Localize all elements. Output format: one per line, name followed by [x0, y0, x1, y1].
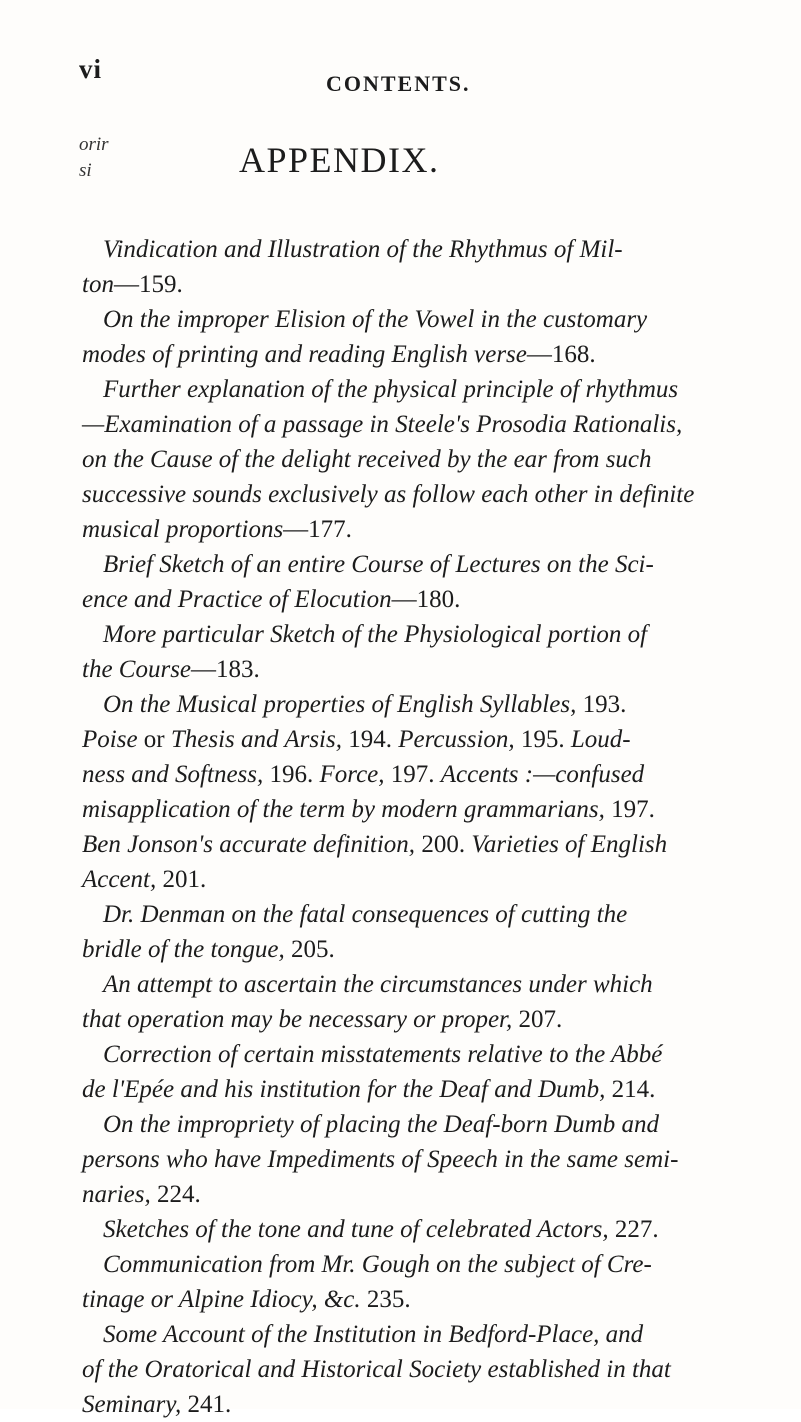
- entry-line: [82, 232, 742, 267]
- entry-text: successive sounds exclusively as follow each other in definite: [82, 481, 695, 508]
- entry-text: Accent,: [82, 866, 163, 893]
- entry-text: Varieties of English: [471, 831, 668, 858]
- entry-text: Sketches of the tone and tune of celebrated Actors,: [103, 1216, 615, 1243]
- entry-line: [82, 897, 742, 932]
- page-reference: 205.: [291, 936, 335, 963]
- entry-text: Correction of certain misstatements relative to the Abbé: [103, 1041, 663, 1068]
- page-reference: 214.: [611, 1076, 656, 1103]
- entry-line: [82, 1177, 742, 1212]
- contents-entry: [82, 897, 742, 967]
- entry-text: of the Oratorical and Historical Society established in that: [82, 1356, 671, 1383]
- appendix-heading: APPENDIX.: [239, 140, 440, 180]
- margin-note: si: [79, 160, 92, 181]
- entry-text: de l'Epée and his institution for the Deaf and Dumb,: [82, 1076, 612, 1103]
- entry-line: [82, 267, 742, 302]
- entry-text: Dr. Denman on the fatal consequences of cutting the: [103, 901, 628, 928]
- entry-line: [82, 1072, 742, 1107]
- entry-line: [82, 477, 742, 512]
- page-reference: —180.: [391, 586, 461, 613]
- entry-text: misapplication of the term by modern grammarians,: [82, 796, 612, 823]
- entry-line: [82, 372, 742, 407]
- page-reference: —168.: [526, 341, 596, 368]
- entry-text: On the Musical properties of English Syllables,: [103, 691, 583, 718]
- page-reference: 196.: [269, 761, 320, 788]
- entry-line: [82, 967, 742, 1002]
- page-reference: —159.: [113, 271, 183, 298]
- page-reference: or: [143, 726, 171, 753]
- entry-text: Force,: [319, 761, 391, 788]
- entry-line: [82, 1317, 742, 1352]
- page-reference: —183.: [191, 656, 260, 683]
- contents-entry: [82, 1317, 742, 1422]
- entry-line: [82, 862, 742, 897]
- entry-text: ton: [82, 271, 114, 298]
- page-reference: 227.: [614, 1216, 659, 1243]
- contents-entry: [82, 302, 742, 372]
- entry-line: [82, 687, 742, 722]
- entry-line: [82, 1142, 742, 1177]
- contents-entry: [82, 372, 742, 547]
- contents-entry: [82, 687, 742, 897]
- entry-text: On the impropriety of placing the Deaf-born Dumb and: [103, 1111, 659, 1138]
- contents-entry: [82, 1212, 742, 1247]
- entry-text: bridle of the tongue,: [82, 936, 291, 963]
- entry-text: persons who have Impediments of Speech in the same semi-: [82, 1146, 679, 1173]
- entry-line: [82, 1282, 742, 1317]
- entry-text: tinage or Alpine Idiocy, &c.: [82, 1286, 367, 1313]
- entry-line: [82, 1002, 742, 1037]
- entry-text: Percussion,: [398, 726, 521, 753]
- entry-line: [82, 792, 742, 827]
- entry-line: [82, 722, 742, 757]
- contents-entries: [82, 232, 742, 1422]
- entry-line: [82, 932, 742, 967]
- contents-entry: [82, 1247, 742, 1317]
- page-reference: 197.: [611, 796, 655, 823]
- entry-text: Some Account of the Institution in Bedford-Place, and: [103, 1321, 644, 1348]
- contents-entry: [82, 232, 742, 302]
- entry-text: —Examination of a passage in Steele's Prosodia Rationalis,: [82, 411, 683, 438]
- page-reference: 197.: [390, 761, 441, 788]
- entry-line: [82, 407, 742, 442]
- entry-text: modes of printing and reading English verse: [82, 341, 527, 368]
- page-reference: 201.: [162, 866, 207, 893]
- entry-line: [82, 757, 742, 792]
- entry-text: Loud-: [570, 726, 631, 753]
- page-number: vi: [79, 54, 103, 84]
- entry-line: [82, 827, 742, 862]
- page-reference: 193.: [582, 691, 627, 718]
- page-reference: 224.: [157, 1181, 201, 1208]
- entry-text: Communication from Mr. Gough on the subject of Cre-: [103, 1251, 652, 1278]
- contents-entry: [82, 617, 742, 687]
- entry-text: An attempt to ascertain the circumstances under which: [103, 971, 653, 998]
- entry-line: [82, 582, 742, 617]
- entry-text: Ben Jonson's accurate definition,: [82, 831, 422, 858]
- entry-line: [82, 1107, 742, 1142]
- entry-text: Poise: [82, 726, 144, 753]
- entry-line: [82, 442, 742, 477]
- entry-text: Vindication and Illustration of the Rhythmus of Mil-: [103, 236, 623, 263]
- entry-text: on the Cause of the delight received by the ear from such: [82, 446, 652, 473]
- contents-entry: [82, 1107, 742, 1212]
- entry-text: Brief Sketch of an entire Course of Lectures on the Sci-: [103, 551, 654, 578]
- entry-text: Seminary,: [82, 1391, 188, 1418]
- entry-line: [82, 547, 742, 582]
- entry-text: More particular Sketch of the Physiological portion of: [103, 621, 648, 648]
- running-head: CONTENTS.: [326, 71, 471, 96]
- entry-text: Accents :—confused: [440, 761, 645, 788]
- page-reference: 194.: [348, 726, 399, 753]
- margin-note: orir: [79, 134, 109, 155]
- entry-line: [82, 302, 742, 337]
- entry-text: Further explanation of the physical principle of rhythmus: [103, 376, 679, 403]
- entry-text: ence and Practice of Elocution: [82, 586, 392, 613]
- entry-text: On the improper Elision of the Vowel in the customary: [103, 306, 648, 333]
- entry-text: musical proportions: [82, 516, 284, 543]
- entry-text: Thesis and Arsis,: [170, 726, 349, 753]
- entry-line: [82, 1037, 742, 1072]
- entry-line: [82, 337, 742, 372]
- entry-text: that operation may be necessary or proper,: [82, 1006, 519, 1033]
- entry-line: [82, 617, 742, 652]
- contents-entry: [82, 547, 742, 617]
- page-reference: 207.: [518, 1006, 563, 1033]
- entry-line: [82, 652, 742, 687]
- entry-text: the Course: [82, 656, 192, 683]
- page-reference: 235.: [366, 1286, 411, 1313]
- entry-text: naries,: [82, 1181, 157, 1208]
- entry-line: [82, 1387, 742, 1422]
- page-reference: —177.: [283, 516, 352, 543]
- contents-entry: [82, 967, 742, 1037]
- entry-line: [82, 1247, 742, 1282]
- entry-line: [82, 512, 742, 547]
- entry-line: [82, 1352, 742, 1387]
- page-reference: 241.: [187, 1391, 232, 1418]
- page-reference: 200.: [421, 831, 472, 858]
- page-reference: 195.: [520, 726, 571, 753]
- contents-entry: [82, 1037, 742, 1107]
- entry-line: [82, 1212, 742, 1247]
- entry-text: ness and Softness,: [82, 761, 270, 788]
